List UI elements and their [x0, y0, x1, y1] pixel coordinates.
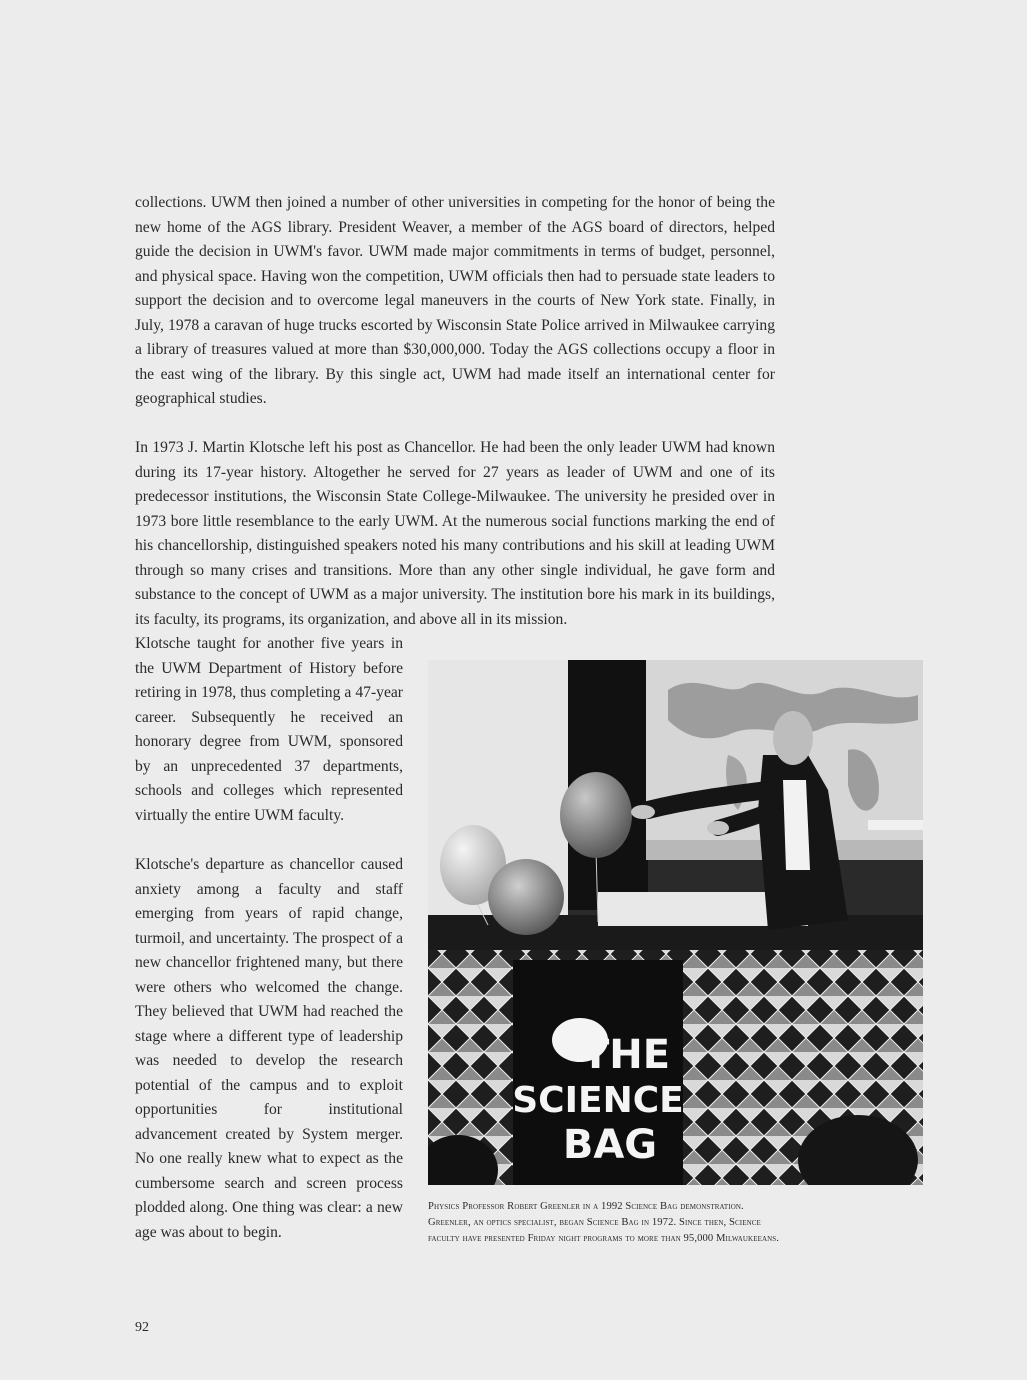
body-paragraph-3: Klotsche taught for another five years in the UWM Department of History before retiring in 1978, thus completing a 47-year career. Subsequently he received an honorary degree from UWM, sponsored by an unprecedented 37 departments, schools and colleges which represented virtually the entire UWM faculty. — [135, 635, 403, 824]
photo-illustration — [428, 660, 923, 1185]
banner-line-1: THE — [581, 1032, 671, 1078]
photo-caption: Physics Professor Robert Greenler in a 1992 Science Bag demonstration. Greenler, an optics specialist, began Science Bag in 1972. Since then, Science faculty have presented Friday night programs to more than 95,000 Milwaukeeans. — [428, 1201, 780, 1244]
banner-line-2: SCIENCE — [512, 1080, 684, 1121]
banner-line-3: BAG — [562, 1122, 658, 1168]
page-number: 92 — [135, 1320, 149, 1335]
body-paragraph-4: Klotsche's departure as chancellor caused anxiety among a faculty and staff emerging from years of rapid change, turmoil, and uncertainty. The prospect of a new chancellor frightened many, but there were others who welcomed the change. They believed that UWM had reached the stage where a different type of leadership was needed to develop the research potential of the campus and to exploit opportunities for institutional advancement created by System merger. No one really knew what to expect as the cumbersome search and screen process plodded along. One thing was clear: a new age was about to begin. — [135, 856, 403, 1241]
body-paragraph-1: collections. UWM then joined a number of other universities in competing for the honor of being the new home of the AGS library. President Weaver, a member of the AGS board of directors, helped guide the decision in UWM's favor. UWM made major commitments in terms of budget, personnel, and physical space. Having won the competition, UWM officials then had to persuade state leaders to support the decision and to overcome legal maneuvers in the courts of New York state. Finally, in July, 1978 a caravan of huge trucks escorted by Wisconsin State Police arrived in Milwaukee carrying a library of treasures valued at more than $30,000,000. Today the AGS collections occupy a floor in the east wing of the library. By this single act, UWM had made itself an international center for geographical studies. — [135, 194, 775, 407]
body-paragraph-2: In 1973 J. Martin Klotsche left his post as Chancellor. He had been the only leader UWM had known during its 17-year history. Altogether he served for 27 years as leader of UWM and one of its predecessor institutions, the Wisconsin State College-Milwaukee. The university he presided over in 1973 bore little resemblance to the early UWM. At the numerous social functions marking the end of his chancellorship, distinguished speakers noted his many contributions and his skill at leading UWM through so many crises and transitions. More than any other single individual, he gave form and substance to the concept of UWM as a major university. The institution bore his mark in its buildings, its faculty, its programs, its organization, and above all in its mission. — [135, 439, 775, 628]
science-bag-photo — [428, 660, 923, 1185]
